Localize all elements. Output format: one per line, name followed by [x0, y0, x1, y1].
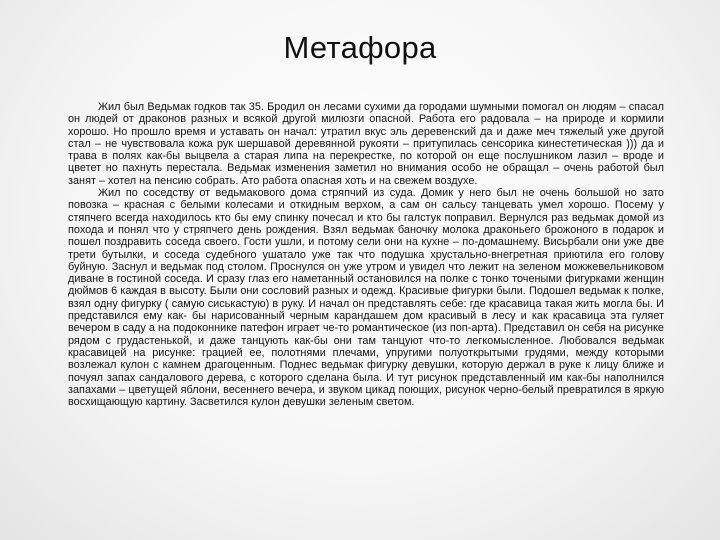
paragraph-2: Жил по соседству от ведьмакового дома стряпчий из суда. Домик у него был не очень большой но зато повозка – красная с белыми колесами и откидным верхом, а сам он сальсу танцевать умел хорошо. Посему у стяпчего всегда находилось кто бы ему спинку почесал и кто бы галстук поправил. Вернулся раз ведьмак домой из похода и понял что у стряпчего день рождения. Взял ведьмак баночку молока драконьего брожоного в подарок и пошел поздравить соседа своего. Гости ушли, и потому сели они на кухне – по-домашнему. Висьрбали они уже две трети бутылки, и соседа судебного ушатало уже так что подушка хрустально-внегретная приютила его голову буйную. Заснул и ведьмак под столом. Проснулся он уже утром и увидел что лежит на зеленом можжевельниковом диване в гостиной соседа. И сразу глаз его наметанный остановился на полке с тонко точеными фигурками женщин дюймов 6 каждая в высоту. Были они сословий разных и одежд. Красивые фигурки были. Подошел ведьмак к полке, взял одну фигурку ( самую сиськастую) в руку. И начал он представлять себе: где красавица такая жить могла бы. И представился ему как- бы нарисованный черным карандашем дом красивый в лесу и как красавица эта гуляет вечером в саду а на подоконнике патефон играет че-то романтическое (из поп-арта). Представил он себя на рисунке рядом с грудастенькой, и даже танцують как-бы они там танцуют что-то легкомысленное. Любовался ведьмак красавицей на рисунке: грацией ее, полотнями плечами, упругими полуоткрытыми грудями, между которыми возлежал кулон с камнем драгоценным. Поднес ведьмак фигурку девушки, которую держал в руке к лицу ближе и почуял запах сандалового дерева, с которого сделана была. И тут рисунок представленный им как-бы наполнился запахами – цветущей яблони, весеннего вечера, и звуком цикад поющих, рисунок черно-белый превратился в яркую восхищающую картину. Засветился кулон девушки зеленым светом. — [68, 187, 664, 409]
slide-title: Метафора — [283, 30, 437, 65]
slide-body — [68, 101, 664, 408]
paragraph-1: Жил был Ведьмак годков так 35. Бродил он лесами сухими да городами шумными помогал он людям – спасал он людей от драконов разных и всякой другой милюзги опасной. Работа его радовала – на природе и кормили хорошо. Но прошло время и уставать он начал: утратил вкус эль деревенский да и даже меч тяжелый уже другой стал – не чувствовала кожа рук шершавой деревянной рукояти – притупилась сенсорика кинестетическая ))) да и трава в полях как-бы выцвела а старая липа на перекрестке, по которой он еще послушником лазил – вроде и цветет но пахнуть перестала. Ведьмак изменения заметил но внимания особо не обращал – очень работой был занят – хотел на пенсию собрать. Ато работа опасная хоть и на свежем воздухе. — [68, 101, 664, 187]
